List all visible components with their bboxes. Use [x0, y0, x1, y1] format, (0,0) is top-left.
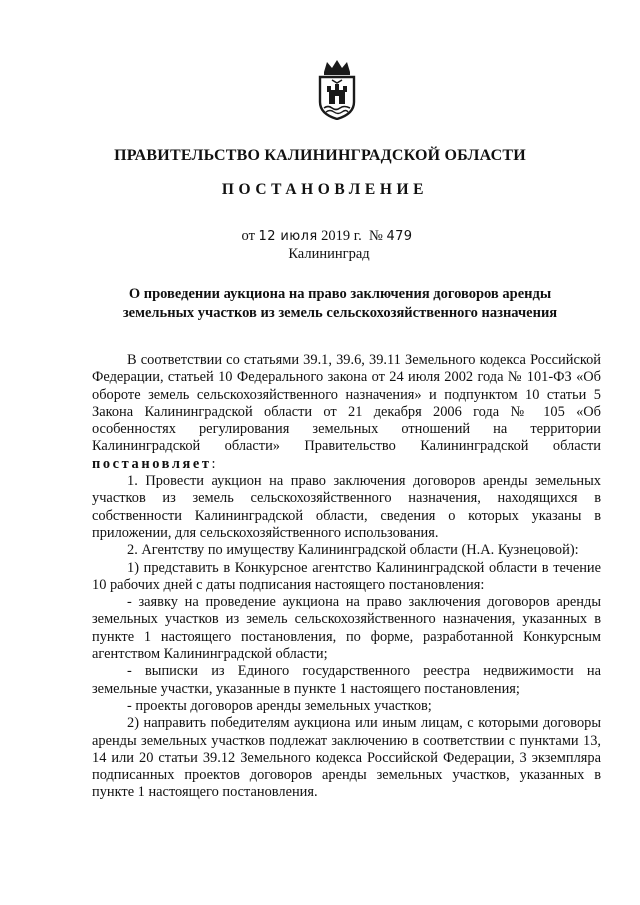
city-name: Калининград	[288, 246, 370, 262]
decree-word: постановляет	[92, 455, 212, 472]
date-handwritten: 12 июля	[258, 229, 318, 244]
paragraph-1: 1. Провести аукцион на право заключения договоров аренды земельных участков из земель сельскохозяйственного назначения, находящихся в собственности Калининградской области, сведения о которых указаны в приложении, для сельскохозяйственного использования.	[92, 473, 601, 541]
document-number: 479	[386, 229, 413, 244]
document-title	[80, 285, 600, 323]
number-sign: №	[368, 228, 383, 244]
government-name: ПРАВИТЕЛЬСТВО КАЛИНИНГРАДСКОЙ ОБЛАСТИ	[114, 147, 526, 164]
bullet-drafts: - проекты договоров аренды земельных участков;	[127, 697, 432, 714]
coat-of-arms-icon	[315, 58, 359, 120]
intro-text: В соответствии со статьями 39.1, 39.6, 39.11 Земельного кодекса Российской Федерации, статьей 10 Федерального закона от 24 июля 2002 года № 101-ФЗ «Об обороте земель сельскохозяйственного назначения» и подпунктом 10 статьи 5 Закона Калининградской области от 21 декабря 2006 года № 105 «Об особенностях регулирования земельных отношений на территории Калининградской области» Правительство Калининградской области	[92, 352, 601, 455]
title-line-2: земельных участков из земель сельскохозяйственного назначения	[122, 305, 558, 321]
intro-paragraph	[92, 352, 601, 473]
year-text: 2019 г.	[321, 228, 362, 244]
decree-colon: :	[211, 455, 216, 472]
title-line-1: О проведении аукциона на право заключения договоров аренды	[128, 286, 552, 302]
document-type: ПОСТАНОВЛЕНИЕ	[221, 181, 429, 198]
date-number-line	[0, 228, 640, 245]
subparagraph-2-1: 1) представить в Конкурсное агентство Калининградской области в течение 10 рабочих дней с даты подписания настоящего постановления:	[92, 559, 601, 593]
subparagraph-2-2: 2) направить победителям аукциона или иным лицам, с которыми договоры аренды земельных участков подлежат заключению в соответствии с пунктами 13, 14 или 20 статьи 39.12 Земельного кодекса Российской Федерации, 3 экземпляра подписанных проектов договоров аренды земельных участков, указанных в пункте 1 настоящего постановления.	[92, 715, 601, 801]
date-prefix: от	[241, 228, 255, 244]
document-body	[92, 352, 601, 802]
paragraph-2: 2. Агентству по имуществу Калининградской области (Н.А. Кузнецовой):	[127, 542, 579, 559]
bullet-application: - заявку на проведение аукциона на право заключения договоров аренды земельных участков из земель сельскохозяйственного назначения, указанных в пункте 1 настоящего постановления, по форме, разработанной Конкурсным агентством Калининградской области;	[92, 594, 601, 663]
bullet-extracts: - выписки из Единого государственного реестра недвижимости на земельные участки, указанные в пункте 1 настоящего постановления;	[92, 663, 601, 697]
